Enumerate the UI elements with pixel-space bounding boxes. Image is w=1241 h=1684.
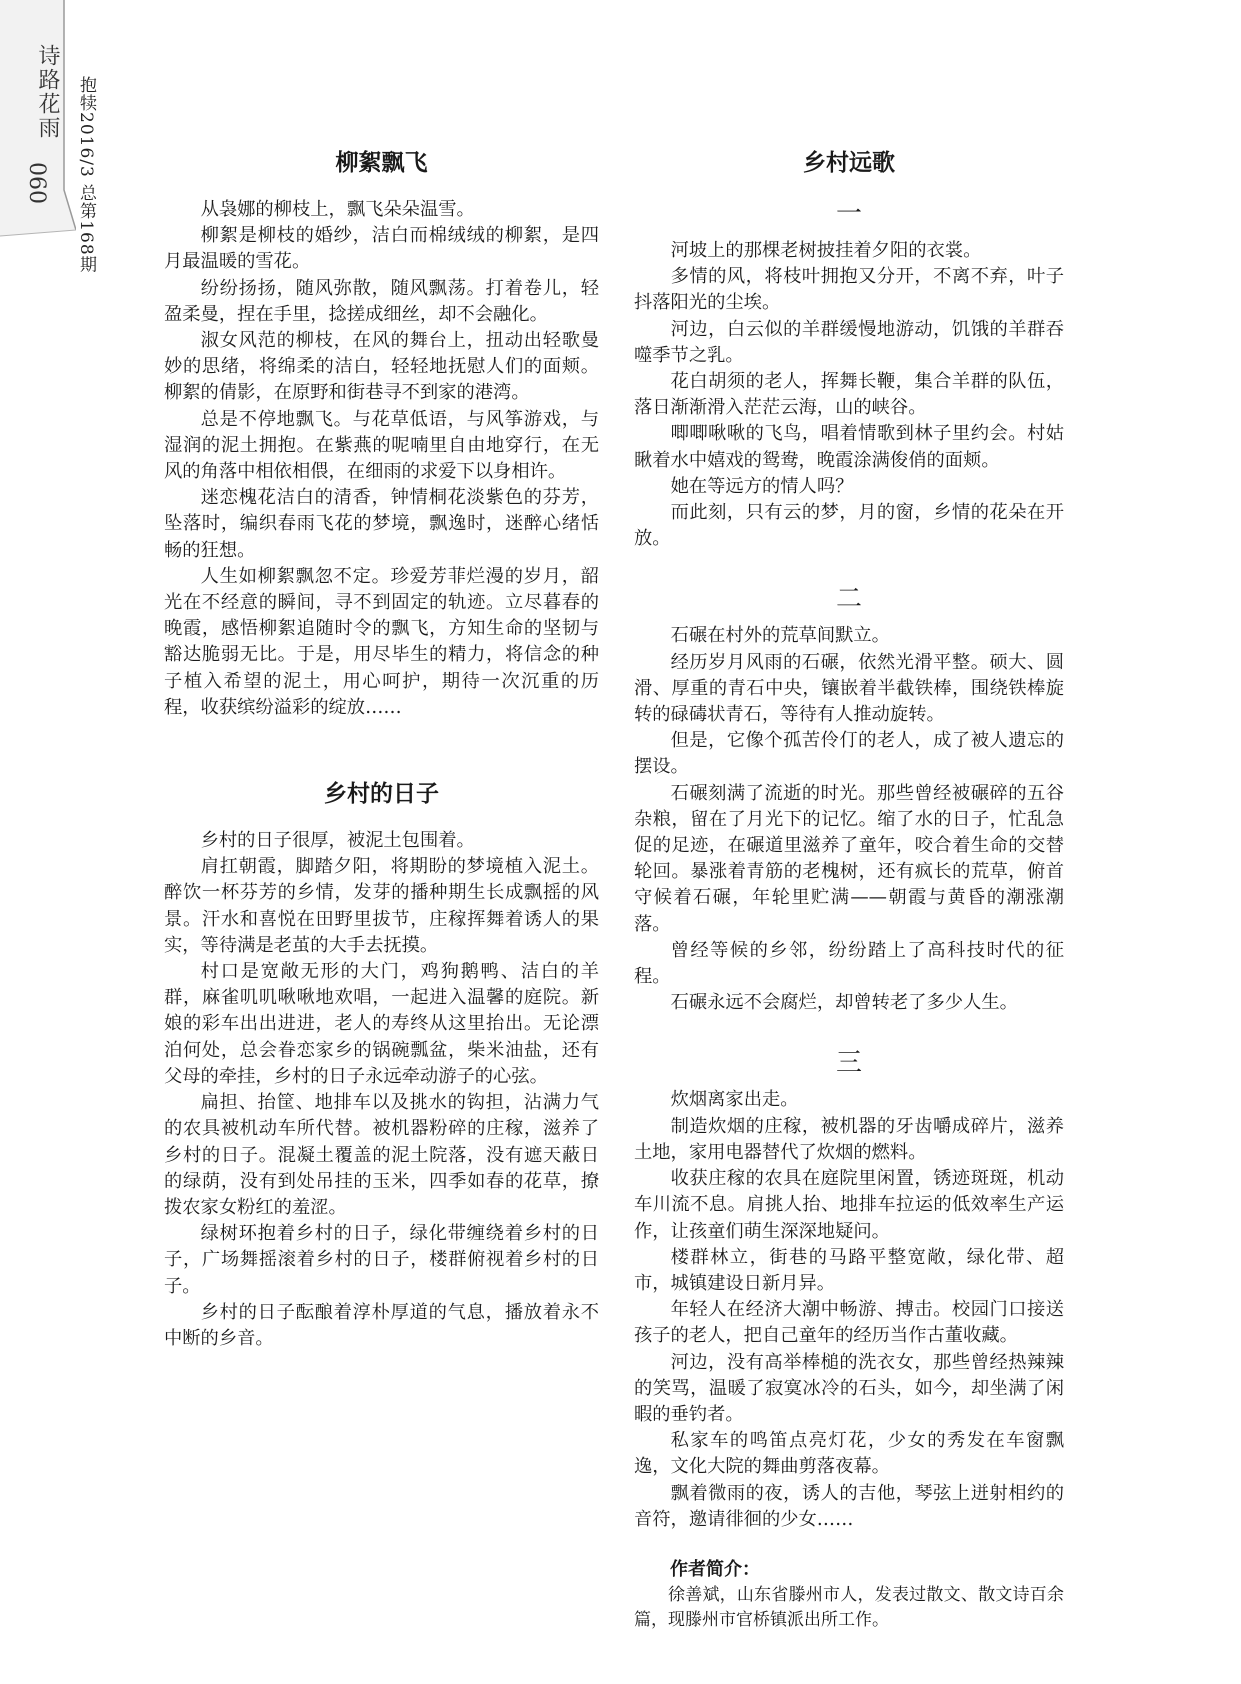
section-body-1	[634, 238, 1064, 552]
paragraph: 曾经等候的乡邻，纷纷踏上了高科技时代的征程。	[634, 939, 1064, 988]
paragraph: 绿树环抱着乡村的日子，绿化带缠绕着乡村的日子，广场舞摇滚着乡村的日子，楼群俯视着乡村的日子。	[164, 1223, 599, 1297]
paragraph: 石碾在村外的荒草间默立。	[670, 625, 890, 647]
paragraph: 从袅娜的柳枝上，飘飞朵朵温雪。	[200, 199, 475, 220]
section-body-2	[634, 623, 1064, 1016]
paragraph: 总是不停地飘飞。与花草低语，与风筝游戏，与湿润的泥土拥抱。在紫燕的呢喃里自由地穿行，在无风的角落中相依相偎，在细雨的求爱下以身相许。	[164, 408, 599, 483]
left-column	[164, 138, 599, 1352]
author-bio: 徐善斌，山东省滕州市人，发表过散文、散文诗百余篇，现滕州市官桥镇派出所工作。	[634, 1584, 1064, 1630]
paragraph: 淑女风范的柳枝，在风的舞台上，扭动出轻歌曼妙的思绪，将绵柔的洁白，轻轻地抚慰人们的面颊。柳絮的倩影，在原野和街巷寻不到家的港湾。	[164, 330, 599, 404]
paragraph: 河边，白云似的羊群缓慢地游动，饥饿的羊群吞噬季节之乳。	[634, 318, 1064, 366]
paragraph: 人生如柳絮飘忽不定。珍爱芳菲烂漫的岁月，韶光在不经意的瞬间，寻不到固定的轨迹。立尽暮春的晚霞，感悟柳絮追随时令的飘飞，方知生命的坚韧与豁达脆弱无比。于是，用尽毕生的精力，将信念的种子植入希望的泥土，用心呵护，期待一次沉重的历程，收获缤纷溢彩的绽放……	[164, 565, 599, 718]
paragraph: 炊烟离家出走。	[670, 1089, 799, 1111]
paragraph: 但是，它像个孤苦伶仃的老人，成了被人遗忘的摆设。	[634, 730, 1064, 778]
section-body-3	[634, 1087, 1064, 1532]
paragraph: 纷纷扬扬，随风弥散，随风飘荡。打着卷儿，轻盈柔曼，捏在手里，捻搓成细丝，却不会融化。	[164, 277, 599, 325]
paragraph: 经历岁月风雨的石碾，依然光滑平整。硕大、圆滑、厚重的青石中央，镶嵌着半截铁棒，围绕铁棒旋转的碌碡状青石，等待有人推动旋转。	[634, 651, 1064, 726]
paragraph: 迷恋槐花洁白的清香，钟情桐花淡紫色的芬芳，坠落时，编织春雨飞花的梦境，飘逸时，迷醉心绪恬畅的狂想。	[164, 487, 599, 561]
article-title-xiangcun-rizi: 乡村的日子	[324, 781, 439, 808]
page-number: 060	[24, 162, 49, 204]
right-column	[634, 138, 1064, 1633]
paragraph: 而此刻，只有云的梦，月的窗，乡情的花朵在开放。	[634, 502, 1064, 550]
paragraph: 乡村的日子酝酿着淳朴厚道的气息，播放着永不中断的乡音。	[164, 1301, 599, 1349]
paragraph: 柳絮是柳枝的婚纱，洁白而棉绒绒的柳絮，是四月最温暖的雪花。	[164, 225, 599, 273]
paragraph: 私家车的鸣笛点亮灯花，少女的秀发在车窗飘逸，文化大院的舞曲剪落夜幕。	[634, 1430, 1064, 1478]
article-body-xiangcun-rizi	[164, 828, 599, 1352]
paragraph: 制造炊烟的庄稼，被机器的牙齿嚼成碎片，滋养土地，家用电器替代了炊烟的燃料。	[634, 1115, 1064, 1163]
paragraph: 乡村的日子很厚，被泥土包围着。	[200, 830, 475, 852]
article-title-liuxu: 柳絮飘飞	[335, 150, 428, 176]
paragraph: 花白胡须的老人，挥舞长鞭，集合羊群的队伍，落日渐渐滑入茫茫云海，山的峡谷。	[634, 371, 1064, 419]
section-numeral-2: 二	[835, 584, 862, 615]
magazine-name: 诗路花雨	[35, 44, 60, 140]
paragraph: 年轻人在经济大潮中畅游、搏击。校园门口接送孩子的老人，把自己童年的经历当作古董收藏。	[634, 1299, 1064, 1347]
paragraph: 河坡上的那棵老树披挂着夕阳的衣裳。	[670, 240, 982, 261]
paragraph: 楼群林立，街巷的马路平整宽敞，绿化带、超市，城镇建设日新月异。	[634, 1246, 1064, 1294]
paragraph: 收获庄稼的农具在庭院里闲置，锈迹斑斑，机动车川流不息。肩挑人抬、地排车拉运的低效率生产运作，让孩童们萌生深深地疑问。	[634, 1168, 1064, 1242]
paragraph: 扁担、抬筐、地排车以及挑水的钩担，沾满力气的农具被机动车所代替。被机器粉碎的庄稼，滋养了乡村的日子。混凝土覆盖的泥土院落，没有遮天蔽日的绿荫，没有到处吊挂的玉米，四季如春的花草，撩拨农家女粉红的羞涩。	[164, 1092, 599, 1218]
paragraph: 多情的风，将枝叶拥抱又分开，不离不弃，叶子抖落阳光的尘埃。	[634, 266, 1064, 314]
paragraph: 石碾永远不会腐烂，却曾转老了多少人生。	[670, 992, 1018, 1014]
article-body-liuxu	[164, 197, 599, 721]
author-bio-heading: 作者简介：	[670, 1558, 760, 1580]
paragraph: 村口是宽敞无形的大门，鸡狗鹅鸭、洁白的羊群，麻雀叽叽啾啾地欢唱，一起进入温馨的庭院。新娘的彩车出出进进，老人的寿终从这里抬出。无论漂泊何处，总会眷恋家乡的锅碗瓢盆，柴米油盐，还有父母的牵挂，乡村的日子永远牵动游子的心弦。	[164, 961, 599, 1087]
article-title-xiangcun-yuange: 乡村远歌	[803, 150, 895, 176]
paragraph: 唧唧啾啾的飞鸟，唱着情歌到林子里约会。村姑瞅着水中嬉戏的鸳鸯，晚霞涂满俊俏的面颊。	[634, 423, 1064, 471]
issue-info: 抱犊2016/3 总第168期	[76, 76, 96, 274]
section-numeral-3: 三	[835, 1048, 862, 1079]
section-numeral-1: 一	[835, 199, 862, 229]
paragraph: 她在等远方的情人吗？	[670, 475, 854, 497]
paragraph: 肩扛朝霞，脚踏夕阳，将期盼的梦境植入泥土。醉饮一杯芬芳的乡情，发芽的播种期生长成飘摇的风景。汗水和喜悦在田野里拔节，庄稼挥舞着诱人的果实，等待满是老茧的大手去抚摸。	[164, 856, 599, 956]
paragraph: 石碾刻满了流逝的时光。那些曾经被碾碎的五谷杂粮，留在了月光下的记忆。缩了水的日子，忙乱急促的足迹，在碾道里滋养了童年，咬合着生命的交替轮回。暴涨着青筋的老槐树，还有疯长的荒草，俯首守候着石碾，年轮里贮满——朝霞与黄昏的潮涨潮落。	[634, 782, 1064, 935]
paragraph: 飘着微雨的夜，诱人的吉他，琴弦上迸射相约的音符，邀请徘徊的少女……	[634, 1482, 1064, 1530]
paragraph: 河边，没有高举棒槌的洗衣女，那些曾经热辣辣的笑骂，温暖了寂寞冰冷的石头，如今，却坐满了闲暇的垂钓者。	[634, 1351, 1064, 1425]
